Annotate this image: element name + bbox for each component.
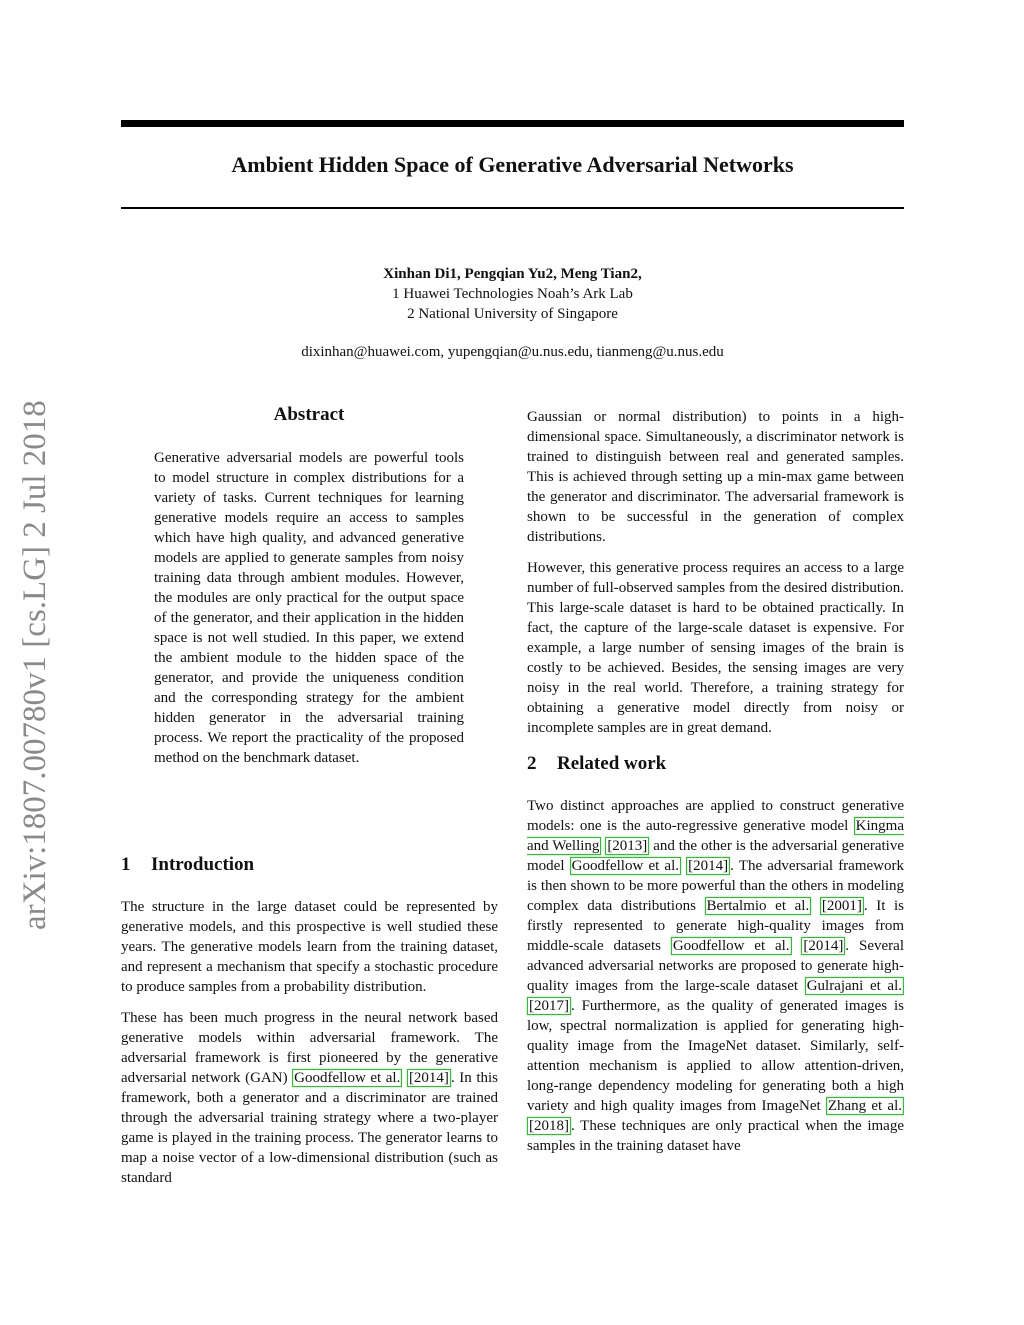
citation-link[interactable]: Kingma and Welling xyxy=(527,818,904,854)
citation-year-link[interactable]: [2001] xyxy=(821,898,862,914)
intro-heading xyxy=(121,855,498,875)
citation-link[interactable]: Gulrajani et al. xyxy=(806,978,902,994)
affiliation-1: 1 Huawei Technologies Noah’s Ark Lab xyxy=(392,286,633,302)
text-run: Two distinct approaches are applied to construct generative models: one is the auto-regressive generative model xyxy=(527,798,904,834)
citation-year-link[interactable]: [2013] xyxy=(607,838,648,854)
text-run: . The adversarial framework is then shown to be more powerful than the others in modeling complex data distributions xyxy=(527,858,904,914)
citation-link[interactable]: Zhang et al. xyxy=(827,1098,902,1114)
abstract-heading: Abstract xyxy=(273,404,345,425)
author-names: Xinhan Di1, Pengqian Yu2, Meng Tian2, xyxy=(383,266,642,282)
author-block xyxy=(121,264,904,362)
abstract-text: Generative adversarial models are powerful tools to model structure in complex distributions for a variety of tasks. Current techniques for learning generative models require an access to samples which have high quality, and advanced generative models are applied to generate samples from noisy training data through ambient modules. However, the modules are only practical for the output space of the generator, and their application in the hidden space is not well studied. In this paper, we extend the ambient module to the hidden space of the generator, and provide the uniqueness condition and the corresponding strategy for the ambient hidden generator in the adversarial training process. We report the practicality of the proposed method on the benchmark dataset. xyxy=(154,450,464,766)
text-run: . In this framework, both a generator and a discriminator are trained through the adversarial training strategy where a two-player game is played in the training process. The generator learns to map a noise vector of a low-dimensional distribution (such as standard xyxy=(121,1070,498,1186)
left-column xyxy=(121,855,498,1199)
text-run: . It is firstly represented to generate high-quality images from middle-scale datasets xyxy=(527,898,905,954)
abstract-section xyxy=(154,404,464,768)
citation-link[interactable]: Goodfellow et al. xyxy=(672,938,790,954)
citation-year-link[interactable]: [2014] xyxy=(688,858,729,874)
intro-paragraph-2 xyxy=(121,1008,498,1188)
citation-year-link[interactable]: [2018] xyxy=(529,1118,569,1134)
text-run: . Several advanced adversarial networks are proposed to generate high-quality images from the large-scale dataset xyxy=(527,938,904,994)
intro-paragraph-1: The structure in the large dataset could be represented by generative models, and this prospective is well studied these years. The generative models learn from the training dataset, and represent a mechanism that specify a stochastic procedure to produce samples from a probability distribution. xyxy=(121,899,498,995)
citation-link[interactable]: Goodfellow et al. xyxy=(294,1070,401,1086)
right-column xyxy=(527,407,904,1167)
text-run: . Furthermore, as the quality of generated images is low, spectral normalization is applied for generating high-quality image from the ImageNet dataset. Similarly, self-attention mechanism is applied to allow attention-driven, long-range dependency modeling for generating both a high variety and high quality images from ImageNet xyxy=(527,998,904,1114)
related-heading xyxy=(527,754,904,774)
text-run: . These techniques are only practical when the image samples in the training dataset have xyxy=(527,1118,904,1154)
citation-year-link[interactable]: [2014] xyxy=(803,938,844,954)
affiliation-2: 2 National University of Singapore xyxy=(407,306,618,322)
citation-link[interactable]: Bertalmio et al. xyxy=(706,898,810,914)
section-number: 1 xyxy=(121,854,131,875)
top-rule xyxy=(121,120,904,127)
text-run: and the other is the adversarial generative model xyxy=(527,838,904,874)
section-title: Related work xyxy=(557,753,667,774)
text-run: These has been much progress in the neural network based generative models within adversarial framework. The adversarial framework is first pioneered by the generative adversarial network (GAN) xyxy=(121,1010,498,1086)
section-number: 2 xyxy=(527,753,537,774)
section-title: Introduction xyxy=(151,854,255,875)
author-emails: dixinhan@huawei.com, yupengqian@u.nus.edu, tianmeng@u.nus.edu xyxy=(301,344,724,360)
citation-link[interactable]: Goodfellow et al. xyxy=(571,858,679,874)
intro-paragraph-4: However, this generative process requires an access to a large number of full-observed samples from the desired distribution. This large-scale dataset is hard to be obtained practically. In fact, the capture of the large-scale dataset is expensive. For example, a large number of sensing images of the brain is costly to be achieved. Besides, the sensing images are very noisy in the real world. Therefore, a training strategy for obtaining a generative model directly from noisy or incomplete samples are in great demand. xyxy=(527,560,904,736)
citation-year-link[interactable]: [2017] xyxy=(529,998,569,1014)
intro-paragraph-3: Gaussian or normal distribution) to points in a high-dimensional space. Simultaneously, a discriminator network is trained to distinguish between real and generated samples. This is achieved through setting up a min-max game between the generator and discriminator. The adversarial framework is shown to be successful in the generation of complex distributions. xyxy=(527,409,904,545)
arxiv-watermark: arXiv:1807.00780v1 [cs.LG] 2 Jul 2018 xyxy=(17,400,53,930)
related-paragraph xyxy=(527,796,904,1156)
paper-title: Ambient Hidden Space of Generative Adversarial Networks xyxy=(231,152,794,177)
citation-year-link[interactable]: [2014] xyxy=(408,1070,449,1086)
title-bottom-rule xyxy=(121,207,904,209)
